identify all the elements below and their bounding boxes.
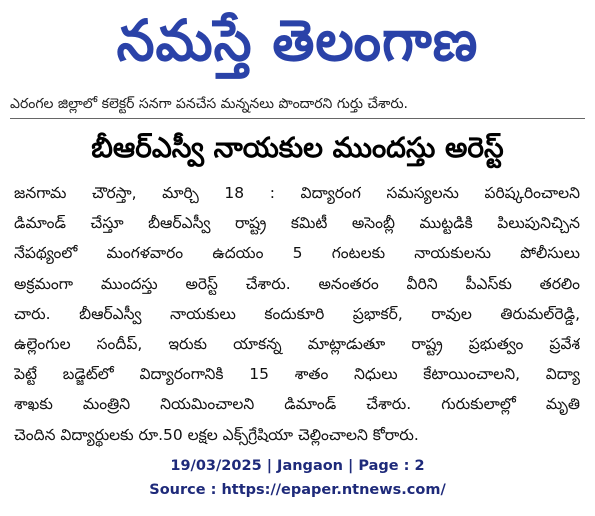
source-link[interactable]: Source : https://epaper.ntnews.com/	[149, 482, 446, 498]
previous-article-fragment: ఎరంగల జిల్లాలో కలెక్టర్ సనగా పనచేస మన్ననలు పొందారని గుర్తు చేశారు.	[10, 96, 409, 112]
article-headline: బీఆర్ఎస్వీ నాయకుల ముందస్తు అరెస్ట్	[91, 131, 504, 164]
edition-info: 19/03/2025 | Jangaon | Page : 2	[170, 458, 425, 474]
divider	[10, 118, 585, 119]
article-body	[14, 178, 580, 450]
article-line: చారు. బీఆర్ఎస్వీ నాయకులు కందుకూరి ప్రభాకర్, రావుల తిరుమల్‌రెడ్డి,	[14, 304, 580, 323]
newspaper-masthead	[0, 6, 595, 76]
article-line: అక్రమంగా ముందస్తు అరెస్ట్ చేశారు. అనంతరం వీరిని పీఎస్‌కు తరలిం	[14, 274, 580, 293]
article-line: నేపథ్యంలో మంగళవారం ఉదయం 5 గంటలకు నాయకులను పోలీసులు	[14, 244, 580, 263]
article-line: చెందిన విద్యార్థులకు రూ.50 లక్షల ఎక్స్‌గ్రేషియా చెల్లించాలని కోరారు.	[14, 425, 419, 444]
article-line: శాఖకు మంత్రిని నియమించాలని డిమాండ్ చేశారు. గురుకులాల్లో మృతి	[14, 395, 580, 414]
article-line: జనగామ చౌరస్తా, మార్చి 18 : విద్యారంగ సమస్యలను పరిష్కరించాలని	[14, 184, 580, 202]
article-line: ఉల్లెంగుల సందీప్, ఇరుకు యాకన్న మాట్లాడుతూ రాష్ట్ర ప్రభుత్వం ప్రవేశ	[14, 335, 580, 354]
masthead-title: నమస్తే తెలంగాణ	[116, 7, 479, 74]
article-line: డిమాండ్ చేస్తూ బీఆర్ఎస్వీ రాష్ట్ర కమిటీ అసెంబ్లీ ముట్టడికి పిలుపునిచ్చిన	[14, 214, 580, 233]
article-line: పెట్టే బడ్జెట్‌లో విద్యారంగానికి 15 శాతం నిధులు కేటాయించాలని, విద్యా	[14, 365, 580, 384]
